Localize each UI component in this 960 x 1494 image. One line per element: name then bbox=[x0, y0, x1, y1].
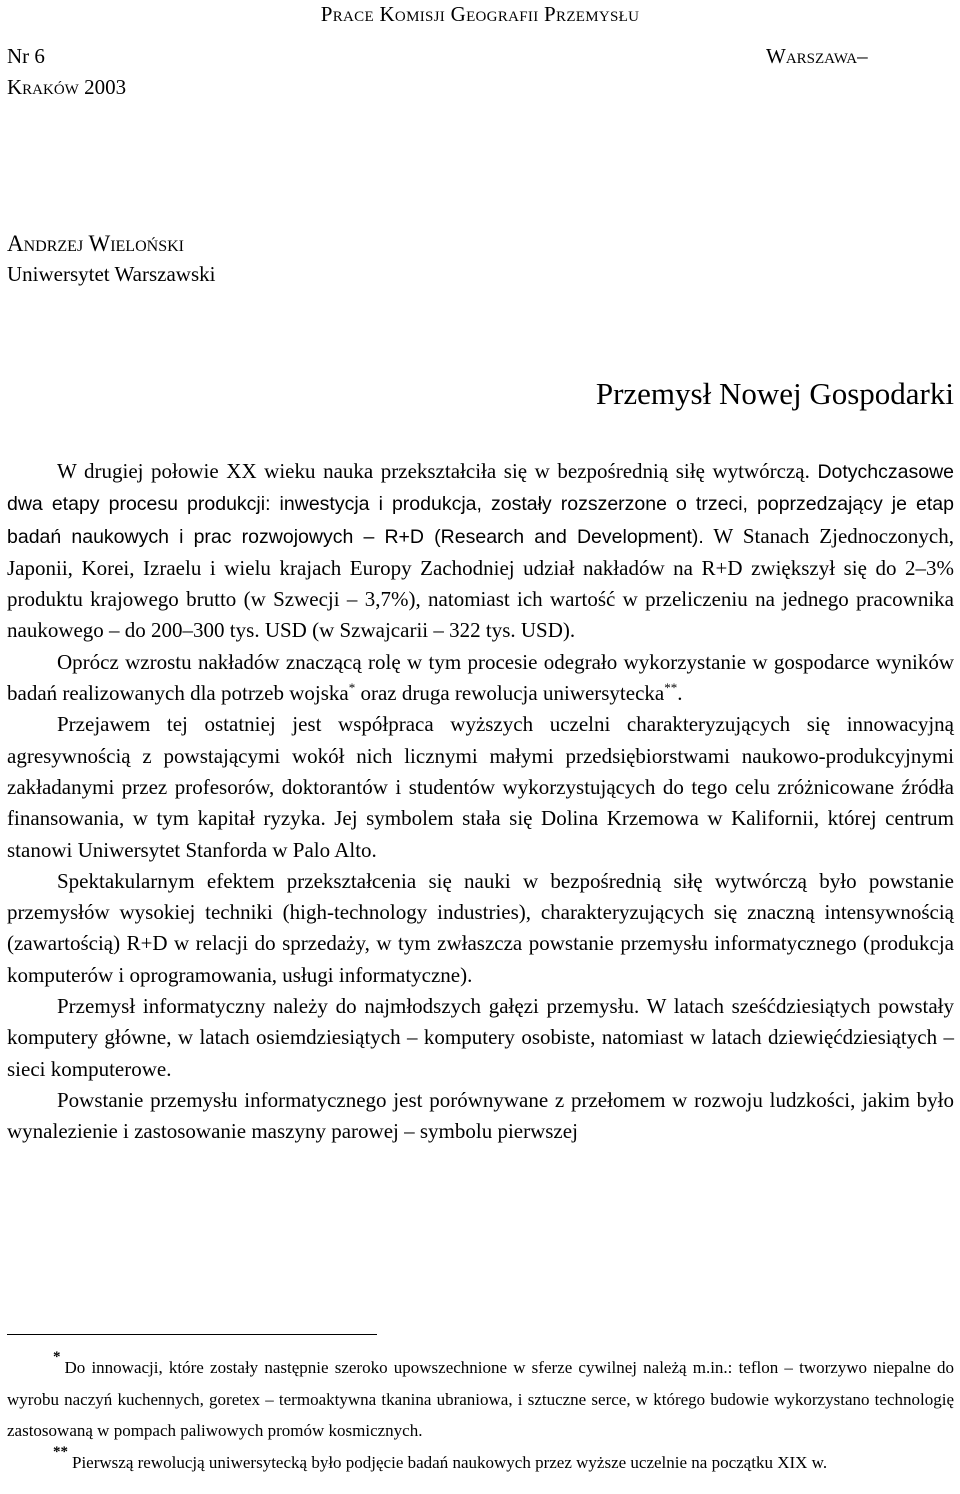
paragraph-2-c: . bbox=[677, 681, 683, 706]
paragraph-2-b: oraz druga rewolucja uniwersytecka bbox=[355, 681, 665, 706]
header-right: Warszawa– bbox=[766, 44, 868, 68]
paragraph-1 bbox=[7, 456, 954, 647]
paragraph-1-sans: Dotychczasowe dwa etapy procesu produkcji: inwestycja i produkcja, zostały rozszerzone o trzeci, poprzedzający je etap badań naukowych i prac rozwojowych – R+D (Research and Development). bbox=[7, 461, 954, 548]
paragraph-1-rest: W Stanach Zjednoczonych, Japonii, Korei, Izraelu i wielu krajach Europy Zachodniej udział nakładów na R+D zwiększył się do 2–3% produktu krajowego brutto (w Szwecji – 3,7%), natomiast ich wartość w przeliczeniu na jednego pracownika naukowego – do 200–300 tys. USD (w Szwajcarii – 322 tys. USD). bbox=[7, 523, 955, 643]
place-year: Kraków 2003 bbox=[7, 75, 127, 99]
footnote-2 bbox=[7, 1443, 954, 1479]
article-body bbox=[7, 456, 954, 1148]
footnote-ref-2[interactable]: ** bbox=[664, 680, 678, 696]
paragraph-2-a: Oprócz wzrostu nakładów znaczącą rolę w tym procesie odegrało wykorzystanie w gospodarce wyników badań realizowanych dla potrzeb wojska bbox=[7, 649, 954, 706]
footnote-divider bbox=[7, 1334, 377, 1335]
paragraph-1-lead: W drugiej połowie XX wieku nauka przekształciła się w bezpośrednią siłę wytwórczą. bbox=[57, 459, 810, 483]
footnote-ref-1[interactable]: * bbox=[348, 680, 356, 696]
issue-number: Nr 6 bbox=[7, 44, 45, 68]
paragraph-2 bbox=[7, 647, 954, 710]
footnotes bbox=[7, 1349, 954, 1478]
paragraph-5: Przemysł informatyczny należy do najmłodszych gałęzi przemysłu. W latach sześćdziesiątych powstały komputery główne, w latach osiemdziesiątych – komputery osobiste, natomiast w latach dziewięćdziesiątych – sieci komputerowe. bbox=[7, 994, 954, 1081]
footnote-1-mark: * bbox=[53, 1349, 61, 1365]
footnote-2-text: Pierwszą rewolucją uniwersytecką było podjęcie badań naukowych przez wyższe uczelnie na początku XIX w. bbox=[72, 1452, 828, 1472]
article-title: Przemysł Nowej Gospodarki bbox=[595, 375, 954, 411]
author-name: Andrzej Wieloński bbox=[7, 231, 184, 256]
author-affiliation: Uniwersytet Warszawski bbox=[7, 262, 216, 286]
footnote-1-text: Do innowacji, które zostały następnie szeroko upowszechnione w sferze cywilnej należą m.in.: teflon – tworzywo niepalne do wyrobu naczyń kuchennych, goretex – termoaktywna tkanina ubraniowa, i sztuczne serce, w którego budowie wykorzystano technologię zastosowaną w pompach paliwowych promów kosmicznych. bbox=[7, 1358, 954, 1440]
footnote-1 bbox=[7, 1349, 954, 1447]
paragraph-6: Powstanie przemysłu informatycznego jest porównywane z przełomem w rozwoju ludzkości, jakim było wynalezienie i zastosowanie maszyny parowej – symbolu pierwszej bbox=[7, 1087, 954, 1144]
paragraph-4: Spektakularnym efektem przekształcenia się nauki w bezpośrednią siłę wytwórczą było powstanie przemysłów wysokiej techniki (high-technology industries), charakteryzujących się znaczną intensywnością (zawartością) R+D w relacji do sprzedaży, w tym zwłaszcza powstanie przemysłu informatycznego (produkcja komputerów i oprogramowania, usługi informatyczne). bbox=[7, 868, 954, 987]
journal-title: Prace Komisji Geografii Przemysłu bbox=[320, 2, 640, 26]
footnote-2-mark: ** bbox=[53, 1443, 68, 1460]
paragraph-3: Przejawem tej ostatniej jest współpraca wyższych uczelni charakteryzujących się innowacyjną agresywnością z powstającymi wokół nich licznymi małymi przedsiębiorstwami naukowo-produkcyjnymi zakładanymi przez profesorów, doktorantów i studentów wykorzystujących do tego celu zróżnicowane źródła finansowania, w tym kapitał ryzyka. Jej symbolem stała się Dolina Krzemowa w Kalifornii, której centrum stanowi Uniwersytet Stanforda w Palo Alto. bbox=[7, 712, 954, 862]
